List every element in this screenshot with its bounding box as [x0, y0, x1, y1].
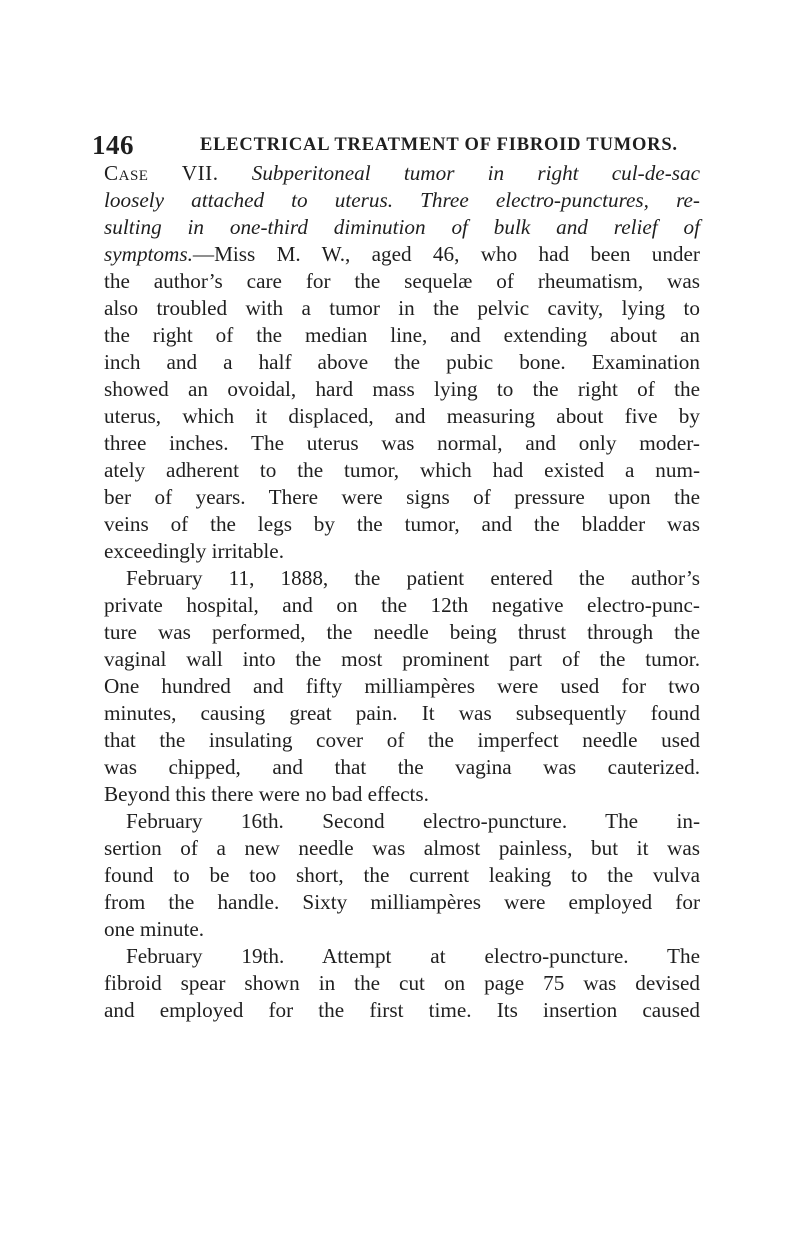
case-title-and-text-line	[104, 241, 700, 268]
paragraph-line: February 19th. Attempt at electro-puncture. The	[126, 944, 700, 968]
body-text	[104, 160, 700, 1024]
paragraph-line: found to be too short, the current leaking to the vulva	[104, 863, 700, 887]
paragraph-line: and employed for the first time. Its insertion caused	[104, 998, 700, 1022]
paragraph-line: —Miss M. W., aged 46, who had been under	[192, 242, 700, 266]
paragraph-line: that the insulating cover of the imperfect needle used	[104, 728, 700, 752]
paragraph-line: vaginal wall into the most prominent part of the tumor.	[104, 647, 700, 671]
paragraph-line: one minute.	[104, 917, 205, 941]
paragraph-line: inch and a half above the pubic bone. Examination	[104, 350, 700, 374]
case-title-line: symptoms.	[104, 242, 193, 266]
paragraph-line: the author’s care for the sequelæ of rheumatism, was	[104, 269, 700, 293]
paragraph-line: February 11, 1888, the patient entered the author’s	[126, 566, 700, 590]
paragraph-line: private hospital, and on the 12th negative electro-punc-	[104, 593, 700, 617]
running-title: ELECTRICAL TREATMENT OF FIBROID TUMORS.	[200, 135, 678, 155]
page-number: 146	[92, 130, 134, 160]
paragraph-line: exceedingly irritable.	[104, 539, 285, 563]
paragraph-line: also troubled with a tumor in the pelvic cavity, lying to	[104, 296, 700, 320]
case-title-line: Subperitoneal tumor in right cul-de-sac	[251, 161, 701, 185]
paragraph-line: minutes, causing great pain. It was subsequently found	[104, 701, 700, 725]
case-label: Case VII.	[104, 161, 219, 185]
paragraph-line: veins of the legs by the tumor, and the bladder was	[104, 512, 700, 536]
running-head	[92, 130, 722, 160]
paragraph-line: ber of years. There were signs of pressure upon the	[104, 485, 700, 509]
case-title-line: sulting in one-third diminution of bulk and relief of	[104, 215, 700, 239]
paragraph-line: fibroid spear shown in the cut on page 75 was devised	[104, 971, 700, 995]
paragraph-line: One hundred and fifty milliampères were used for two	[104, 674, 700, 698]
paragraph-line: sertion of a new needle was almost painless, but it was	[104, 836, 700, 860]
case-title-line: loosely attached to uterus. Three electro-punctures, re-	[104, 188, 700, 212]
paragraph-line: showed an ovoidal, hard mass lying to the right of the	[104, 377, 700, 401]
case-heading-line-1	[104, 160, 700, 187]
paragraph-line: the right of the median line, and extending about an	[104, 323, 700, 347]
paragraph-line: ately adherent to the tumor, which had existed a num-	[104, 458, 700, 482]
paragraph-line: was chipped, and that the vagina was cauterized.	[104, 755, 700, 779]
paragraph-line: February 16th. Second electro-puncture. The in-	[126, 809, 700, 833]
paragraph-line: Beyond this there were no bad effects.	[104, 782, 429, 806]
paragraph-line: from the handle. Sixty milliampères were employed for	[104, 890, 700, 914]
paragraph-line: ture was performed, the needle being thrust through the	[104, 620, 700, 644]
paragraph-line: three inches. The uterus was normal, and only moder-	[104, 431, 700, 455]
paragraph-line: uterus, which it displaced, and measuring about five by	[104, 404, 700, 428]
